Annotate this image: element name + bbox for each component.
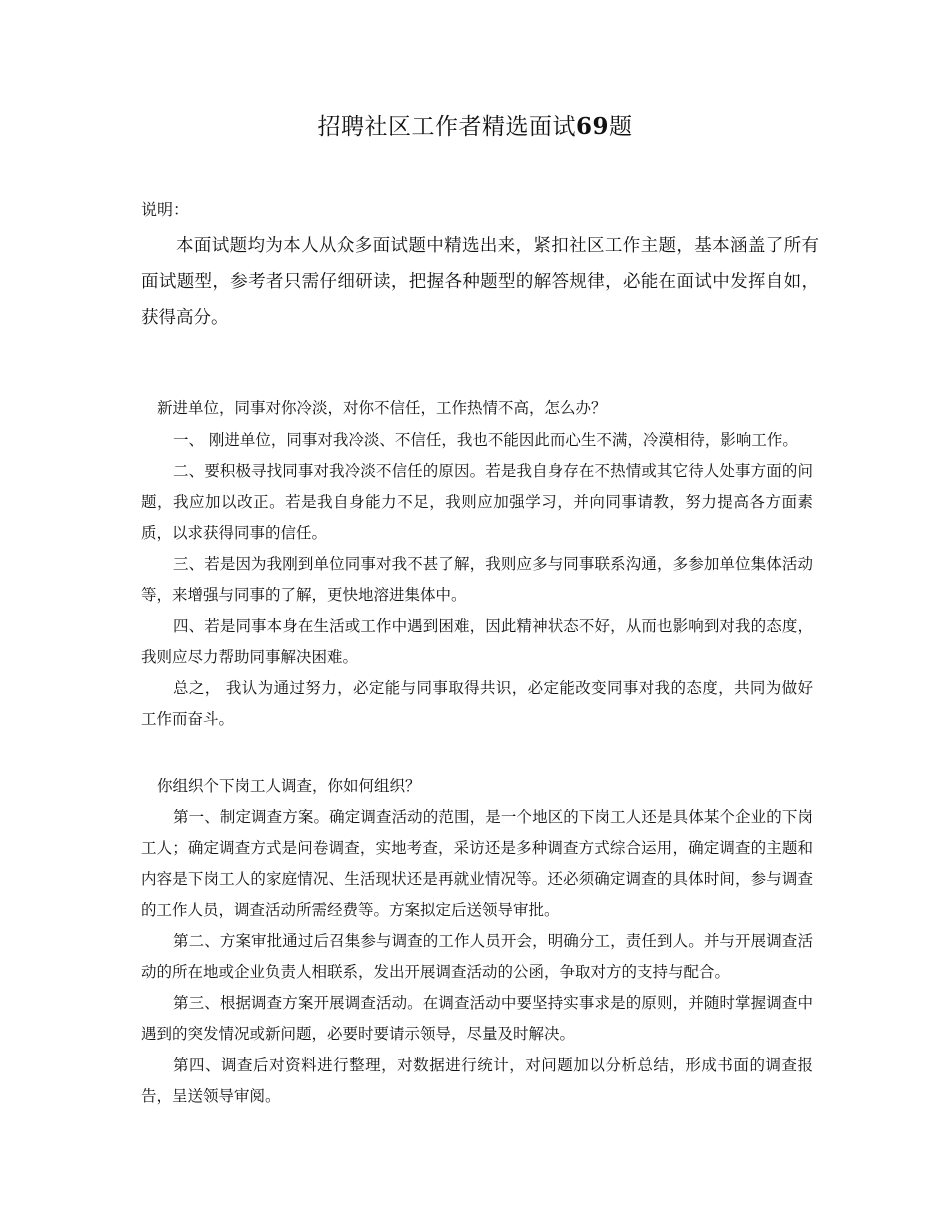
answer-paragraph: 第二、方案审批通过后召集参与调查的工作人员开会，明确分工，责任到人。并与开展调查活动的所在地或企业负责人相联系，发出开展调查活动的公函，争取对方的支持与配合。 <box>141 932 813 981</box>
question-2: 你组织个下岗工人调查，你如何组织？ <box>157 777 421 795</box>
title-text: 招聘社区工作者精选面试 <box>317 114 576 140</box>
title-suffix: 题 <box>609 114 633 140</box>
answer-paragraph: 第四、调查后对资料进行整理，对数据进行统计，对问题加以分析总结，形成书面的调查报告，呈送领导审阅。 <box>141 1056 813 1105</box>
answer-block-2 <box>141 802 813 1112</box>
answer-paragraph: 总之， 我认为通过努力，必定能与同事取得共识，必定能改变同事对我的态度，共同为做好工作而奋斗。 <box>141 679 813 728</box>
answer-paragraph: 第三、根据调查方案开展调查活动。在调查活动中要坚持实事求是的原则，并随时掌握调查中遇到的突发情况或新问题，必要时要请示领导，尽量及时解决。 <box>141 994 813 1043</box>
intro-paragraph: 本面试题均为本人从众多面试题中精选出来，紧扣社区工作主题，基本涵盖了所有面试题型，参考者只需仔细研读，把握各种题型的解答规律，必能在面试中发挥自如，获得高分。 <box>141 236 819 328</box>
intro-label: 说明： <box>141 200 190 219</box>
answer-paragraph: 二、要积极寻找同事对我冷淡不信任的原因。若是我自身存在不热情或其它待人处事方面的问题，我应加以改正。若是我自身能力不足，我则应加强学习，并向同事请教，努力提高各方面素质，以求获得同事的信任。 <box>141 462 813 542</box>
question-1: 新进单位，同事对你冷淡，对你不信任，工作热情不高，怎么办？ <box>157 399 607 417</box>
answer-paragraph: 第一、制定调查方案。确定调查活动的范围，是一个地区的下岗工人还是具体某个企业的下岗工人；确定调查方式是问卷调查，实地考查，采访还是多种调查方式综合运用，确定调查的主题和内容是下岗工人的家庭情况、生活现状还是再就业情况等。还必须确定调查的具体时间，参与调查的工作人员，调查活动所需经费等。方案拟定后送领导审批。 <box>141 808 813 919</box>
answer-paragraph: 四、若是同事本身在生活或工作中遇到困难，因此精神状态不好，从而也影响到对我的态度，我则应尽力帮助同事解决困难。 <box>141 617 813 666</box>
answer-block-1 <box>141 425 813 735</box>
document-title <box>0 108 950 141</box>
answer-paragraph: 一、 刚进单位，同事对我冷淡、不信任，我也不能因此而心生不满，冷漠相待，影响工作。 <box>173 431 798 449</box>
answer-paragraph: 三、若是因为我刚到单位同事对我不甚了解，我则应多与同事联系沟通，多参加单位集体活动等，来增强与同事的了解，更快地溶进集体中。 <box>141 555 813 604</box>
title-number: 69 <box>575 113 609 140</box>
